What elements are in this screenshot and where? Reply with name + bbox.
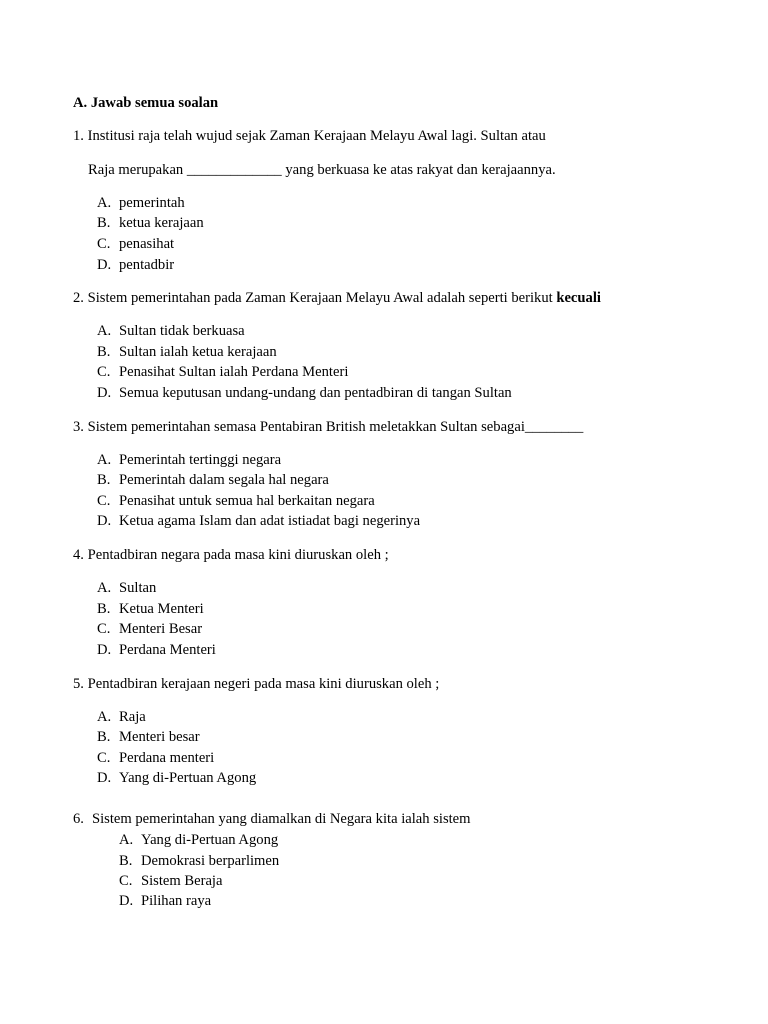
option-letter: A. [119, 832, 134, 848]
q1-option-b [97, 213, 204, 233]
option-text: Demokrasi berparlimen [141, 853, 280, 869]
q2-option-c [97, 362, 348, 382]
option-text: pentadbir [119, 257, 175, 273]
q4-option-d [97, 640, 216, 660]
question-1-line-1: 1. Institusi raja telah wujud sejak Zaman Kerajaan Melayu Awal lagi. Sultan atau [73, 128, 546, 144]
option-letter: D. [97, 770, 112, 786]
option-letter: C. [97, 364, 111, 380]
q1-option-d [97, 255, 174, 275]
q4-option-c [97, 619, 202, 639]
option-text: Penasihat Sultan ialah Perdana Menteri [119, 364, 349, 380]
q3-option-c [97, 491, 375, 511]
option-text: penasihat [119, 236, 175, 252]
q3-option-b [97, 470, 329, 490]
option-text: Sultan ialah ketua kerajaan [119, 344, 277, 360]
q6-option-d [119, 891, 211, 911]
option-text: Ketua Menteri [119, 601, 204, 617]
option-text: Semua keputusan undang-undang dan pentadbiran di tangan Sultan [119, 385, 512, 401]
option-text: Sistem Beraja [141, 873, 223, 889]
option-letter: A. [97, 323, 112, 339]
question-2-emphasis: kecuali [556, 290, 601, 306]
question-2-text: 2. Sistem pemerintahan pada Zaman Kerajaan Melayu Awal adalah seperti berikut [73, 290, 557, 306]
option-letter: C. [97, 493, 111, 509]
q6-option-c [119, 871, 222, 891]
q6-option-b [119, 851, 279, 871]
option-text: Pemerintah tertinggi negara [119, 452, 282, 468]
q1-option-a [97, 193, 185, 213]
option-text: Pemerintah dalam segala hal negara [119, 472, 329, 488]
question-4: 4. Pentadbiran negara pada masa kini diuruskan oleh ; [73, 547, 389, 563]
option-letter: C. [97, 236, 111, 252]
question-2 [73, 288, 601, 308]
question-1-line-2: Raja merupakan _____________ yang berkuasa ke atas rakyat dan kerajaannya. [88, 162, 556, 178]
option-text: Sultan [119, 580, 157, 596]
option-text: pemerintah [119, 195, 185, 211]
option-letter: C. [119, 873, 133, 889]
option-text: Raja [119, 709, 146, 725]
q1-option-c [97, 234, 174, 254]
option-text: Yang di-Pertuan Agong [119, 770, 257, 786]
q3-option-d [97, 511, 420, 531]
option-letter: B. [97, 601, 111, 617]
q2-option-d [97, 383, 512, 403]
option-letter: B. [119, 853, 133, 869]
option-letter: B. [97, 215, 111, 231]
option-text: ketua kerajaan [119, 215, 204, 231]
option-text: Perdana Menteri [119, 642, 216, 658]
option-letter: B. [97, 472, 111, 488]
q5-option-c [97, 748, 214, 768]
option-letter: A. [97, 452, 112, 468]
option-letter: D. [97, 385, 112, 401]
option-text: Sultan tidak berkuasa [119, 323, 245, 339]
option-text: Menteri besar [119, 729, 200, 745]
question-6-text: Sistem pemerintahan yang diamalkan di Negara kita ialah sistem [92, 811, 471, 827]
option-text: Yang di-Pertuan Agong [141, 832, 279, 848]
question-6-number: 6. [73, 811, 84, 827]
option-letter: D. [97, 257, 112, 273]
section-heading: A. Jawab semua soalan [73, 95, 219, 111]
option-letter: A. [97, 709, 112, 725]
q2-option-b [97, 342, 277, 362]
option-letter: A. [97, 580, 112, 596]
option-letter: B. [97, 344, 111, 360]
option-text: Perdana menteri [119, 750, 215, 766]
option-letter: D. [119, 893, 134, 909]
option-letter: C. [97, 750, 111, 766]
question-5: 5. Pentadbiran kerajaan negeri pada masa kini diuruskan oleh ; [73, 676, 440, 692]
option-letter: A. [97, 195, 112, 211]
q4-option-b [97, 599, 204, 619]
option-letter: C. [97, 621, 111, 637]
option-letter: D. [97, 642, 112, 658]
question-3: 3. Sistem pemerintahan semasa Pentabiran British meletakkan Sultan sebagai________ [73, 419, 584, 435]
q5-option-d [97, 768, 256, 788]
option-letter: B. [97, 729, 111, 745]
q5-option-b [97, 727, 200, 747]
q3-option-a [97, 450, 281, 470]
q2-option-a [97, 321, 245, 341]
option-text: Ketua agama Islam dan adat istiadat bagi negerinya [119, 513, 421, 529]
q4-option-a [97, 578, 156, 598]
q6-option-a [119, 830, 278, 850]
q5-option-a [97, 707, 146, 727]
option-text: Pilihan raya [141, 893, 212, 909]
option-text: Menteri Besar [119, 621, 203, 637]
question-6 [73, 809, 471, 829]
option-letter: D. [97, 513, 112, 529]
option-text: Penasihat untuk semua hal berkaitan negara [119, 493, 375, 509]
